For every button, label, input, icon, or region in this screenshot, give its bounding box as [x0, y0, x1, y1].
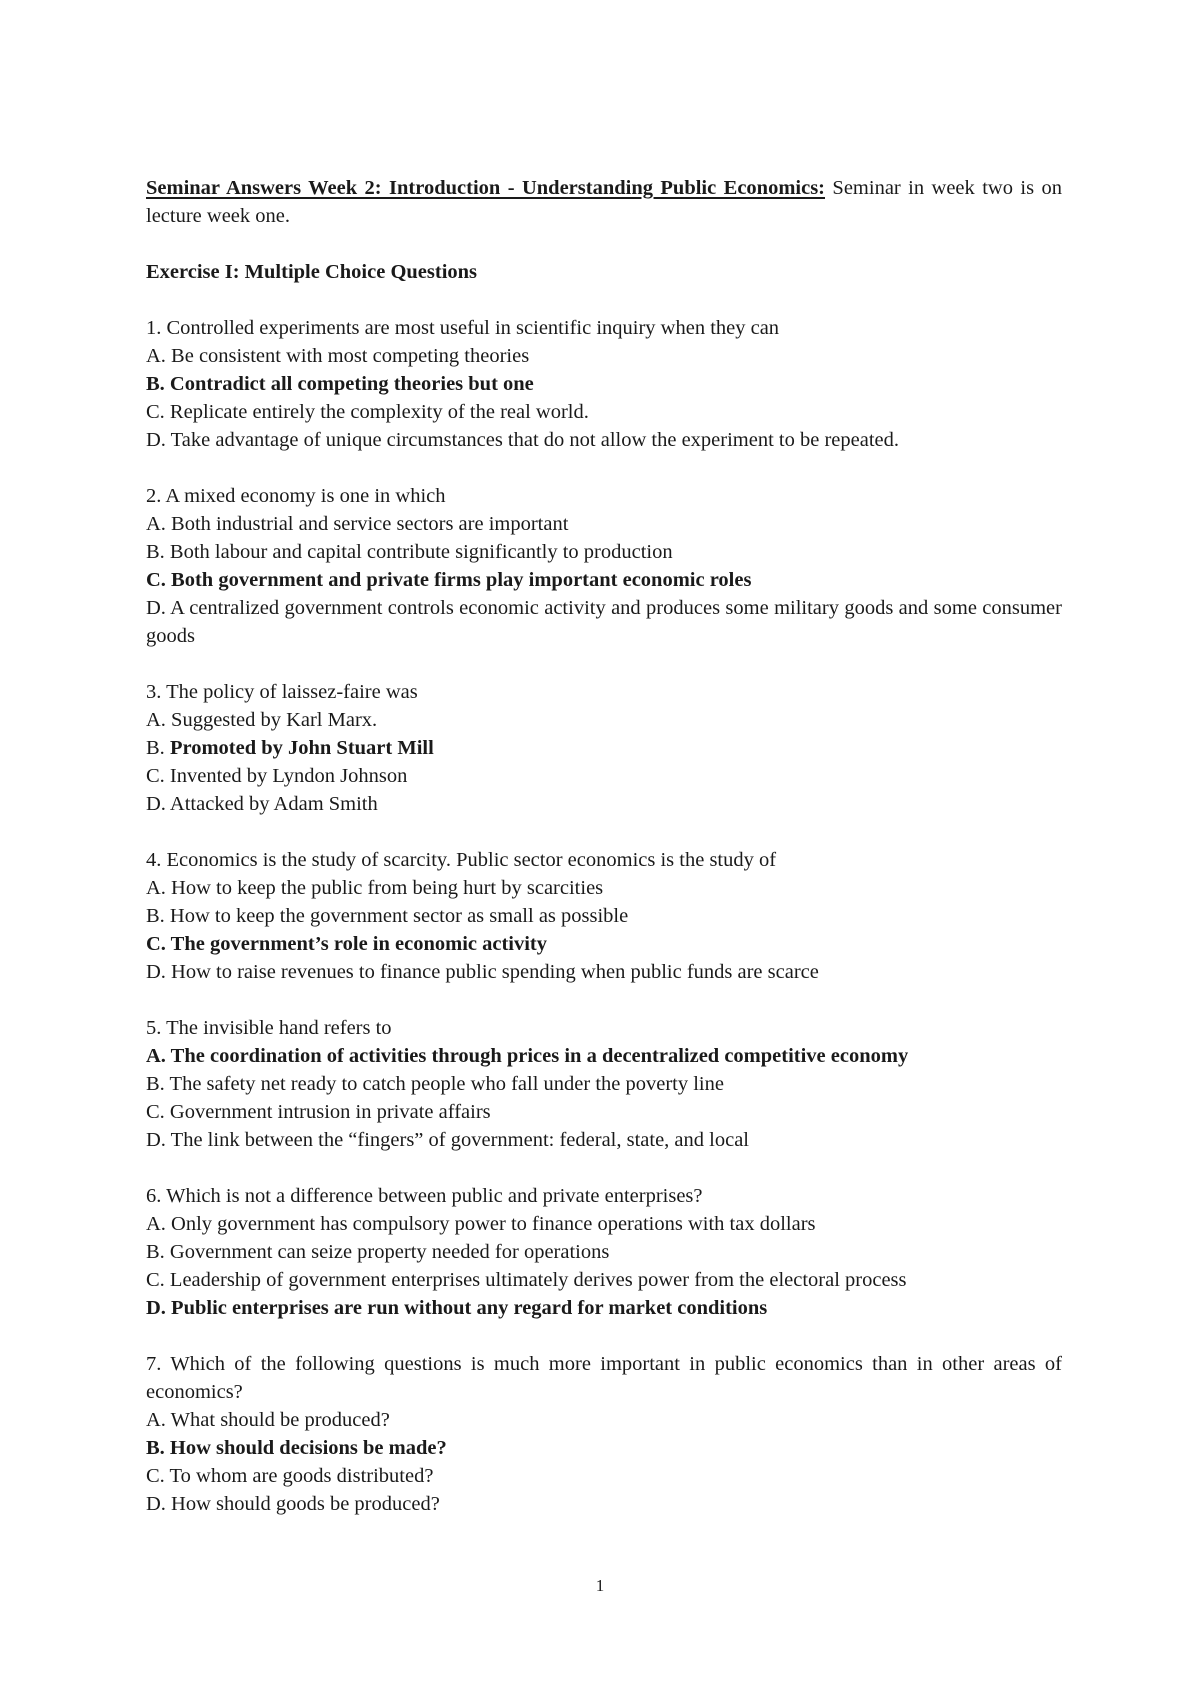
title-main: Seminar Answers Week 2: Introduction - Understanding Public Economics: — [146, 177, 825, 199]
option-c: C. To whom are goods distributed? — [146, 1465, 434, 1487]
option-a: A. Both industrial and service sectors are important — [146, 513, 569, 535]
question-5 — [146, 1014, 1062, 1154]
option-d-correct: D. Public enterprises are run without any regard for market conditions — [146, 1297, 768, 1319]
question-stem: 2. A mixed economy is one in which — [146, 485, 446, 507]
option-d: D. How to raise revenues to finance public spending when public funds are scarce — [146, 961, 819, 983]
option-a-correct: A. The coordination of activities through prices in a decentralized competitive economy — [146, 1045, 909, 1067]
option-a: A. What should be produced? — [146, 1409, 390, 1431]
question-stem: 4. Economics is the study of scarcity. Public sector economics is the study of — [146, 849, 777, 871]
option-c: C. Leadership of government enterprises ultimately derives power from the electoral process — [146, 1269, 907, 1291]
option-c: C. Invented by Lyndon Johnson — [146, 765, 408, 787]
option-a: A. Be consistent with most competing theories — [146, 345, 530, 367]
question-stem: 6. Which is not a difference between public and private enterprises? — [146, 1185, 703, 1207]
option-c-correct: C. Both government and private firms play important economic roles — [146, 569, 752, 591]
page-number: 1 — [595, 1576, 605, 1595]
question-7 — [146, 1350, 1062, 1518]
option-b: B. How to keep the government sector as small as possible — [146, 905, 629, 927]
question-stem: 1. Controlled experiments are most useful in scientific inquiry when they can — [146, 317, 780, 339]
option-b-correct: B. How should decisions be made? — [146, 1437, 447, 1459]
exercise-heading: Exercise I: Multiple Choice Questions — [146, 261, 478, 283]
option-d: D. Take advantage of unique circumstances that do not allow the experiment to be repeated. — [146, 429, 899, 451]
document-page — [146, 174, 1062, 1518]
option-text: Promoted by John Stuart Mill — [169, 737, 434, 759]
option-b-correct — [146, 734, 1062, 762]
title-rest: Seminar in week two is on lecture week one. — [146, 177, 1062, 227]
question-3 — [146, 678, 1062, 818]
question-stem: 3. The policy of laissez-faire was — [146, 681, 418, 703]
option-d: D. The link between the “fingers” of government: federal, state, and local — [146, 1129, 749, 1151]
option-c: C. Replicate entirely the complexity of the real world. — [146, 401, 589, 423]
option-b: B. Both labour and capital contribute significantly to production — [146, 541, 673, 563]
option-d: D. A centralized government controls economic activity and produces some military goods and some consumer goods — [146, 597, 1062, 647]
question-2 — [146, 482, 1062, 650]
question-4 — [146, 846, 1062, 986]
question-6 — [146, 1182, 1062, 1322]
document-title — [146, 174, 1062, 230]
option-c: C. Government intrusion in private affairs — [146, 1101, 491, 1123]
question-1 — [146, 314, 1062, 454]
option-d: D. Attacked by Adam Smith — [146, 793, 378, 815]
option-d: D. How should goods be produced? — [146, 1493, 440, 1515]
question-stem: 5. The invisible hand refers to — [146, 1017, 392, 1039]
option-b-correct: B. Contradict all competing theories but one — [146, 373, 534, 395]
option-letter: B. — [146, 737, 170, 759]
option-c-correct: C. The government’s role in economic activity — [146, 933, 548, 955]
option-b: B. The safety net ready to catch people who fall under the poverty line — [146, 1073, 724, 1095]
option-a: A. Only government has compulsory power to finance operations with tax dollars — [146, 1213, 816, 1235]
question-stem: 7. Which of the following questions is much more important in public economics than in other areas of economics? — [146, 1353, 1062, 1403]
option-a: A. Suggested by Karl Marx. — [146, 709, 378, 731]
option-b: B. Government can seize property needed for operations — [146, 1241, 610, 1263]
option-a: A. How to keep the public from being hurt by scarcities — [146, 877, 604, 899]
